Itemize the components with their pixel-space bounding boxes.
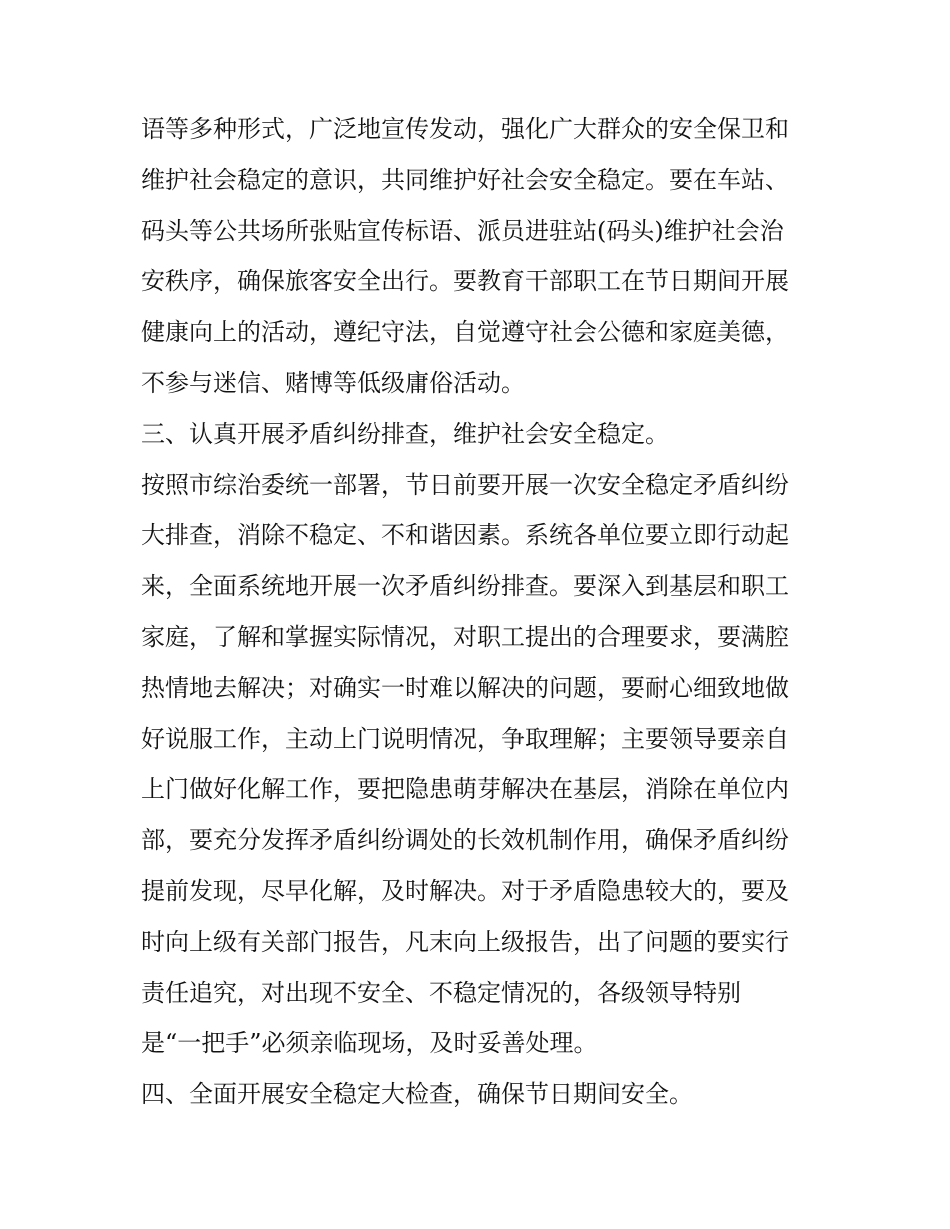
- text-line: 来，全面系统地开展一次矛盾纠纷排查。要深入到基层和职工: [141, 572, 789, 601]
- text-line: 家庭，了解和掌握实际情况，对职工提出的合理要求，要满腔: [141, 622, 789, 651]
- text-line: 安秩序，确保旅客安全出行。要教育干部职工在节日期间开展: [141, 267, 789, 296]
- text-line: 健康向上的活动，遵纪守法，自觉遵守社会公德和家庭美德，: [141, 318, 789, 347]
- text-line: 部，要充分发挥矛盾纠纷调处的长效机制作用，确保矛盾纠纷: [141, 826, 789, 855]
- text-line: 码头等公共场所张贴宣传标语、派员进驻站(码头)维护社会治: [141, 216, 784, 245]
- text-line: 按照市综治委统一部署，节日前要开展一次安全稳定矛盾纠纷: [141, 470, 789, 499]
- text-line: 提前发现，尽早化解，及时解决。对于矛盾隐患较大的，要及: [141, 876, 789, 905]
- body-text: [141, 104, 841, 1120]
- text-line: 好说服工作，主动上门说明情况，争取理解；主要领导要亲自: [141, 724, 789, 753]
- text-line: 是“一把手”必须亲临现场，及时妥善处理。: [141, 1029, 598, 1058]
- text-line: 大排查，消除不稳定、不和谐因素。系统各单位要立即行动起: [141, 521, 789, 550]
- text-line: 时向上级有关部门报告，凡末向上级报告，出了问题的要实行: [141, 927, 789, 956]
- text-line: 语等多种形式，广泛地宣传发动，强化广大群众的安全保卫和: [141, 115, 789, 143]
- text-line: 责任追究，对出现不安全、不稳定情况的，各级领导特别: [141, 978, 741, 1007]
- text-line: 热情地去解决；对确实一时难以解决的问题，要耐心细致地做: [141, 673, 789, 702]
- text-line: 不参与迷信、赌博等低级庸俗活动。: [141, 368, 525, 397]
- text-line: 维护社会稳定的意识，共同维护好社会安全稳定。要在车站、: [141, 165, 789, 194]
- section-heading-3: 三、认真开展矛盾纠纷排查，维护社会安全稳定。: [141, 419, 669, 448]
- section-heading-4: 四、全面开展安全稳定大检查，确保节日期间安全。: [141, 1080, 693, 1109]
- text-line: 上门做好化解工作，要把隐患萌芽解决在基层，消除在单位内: [141, 775, 789, 804]
